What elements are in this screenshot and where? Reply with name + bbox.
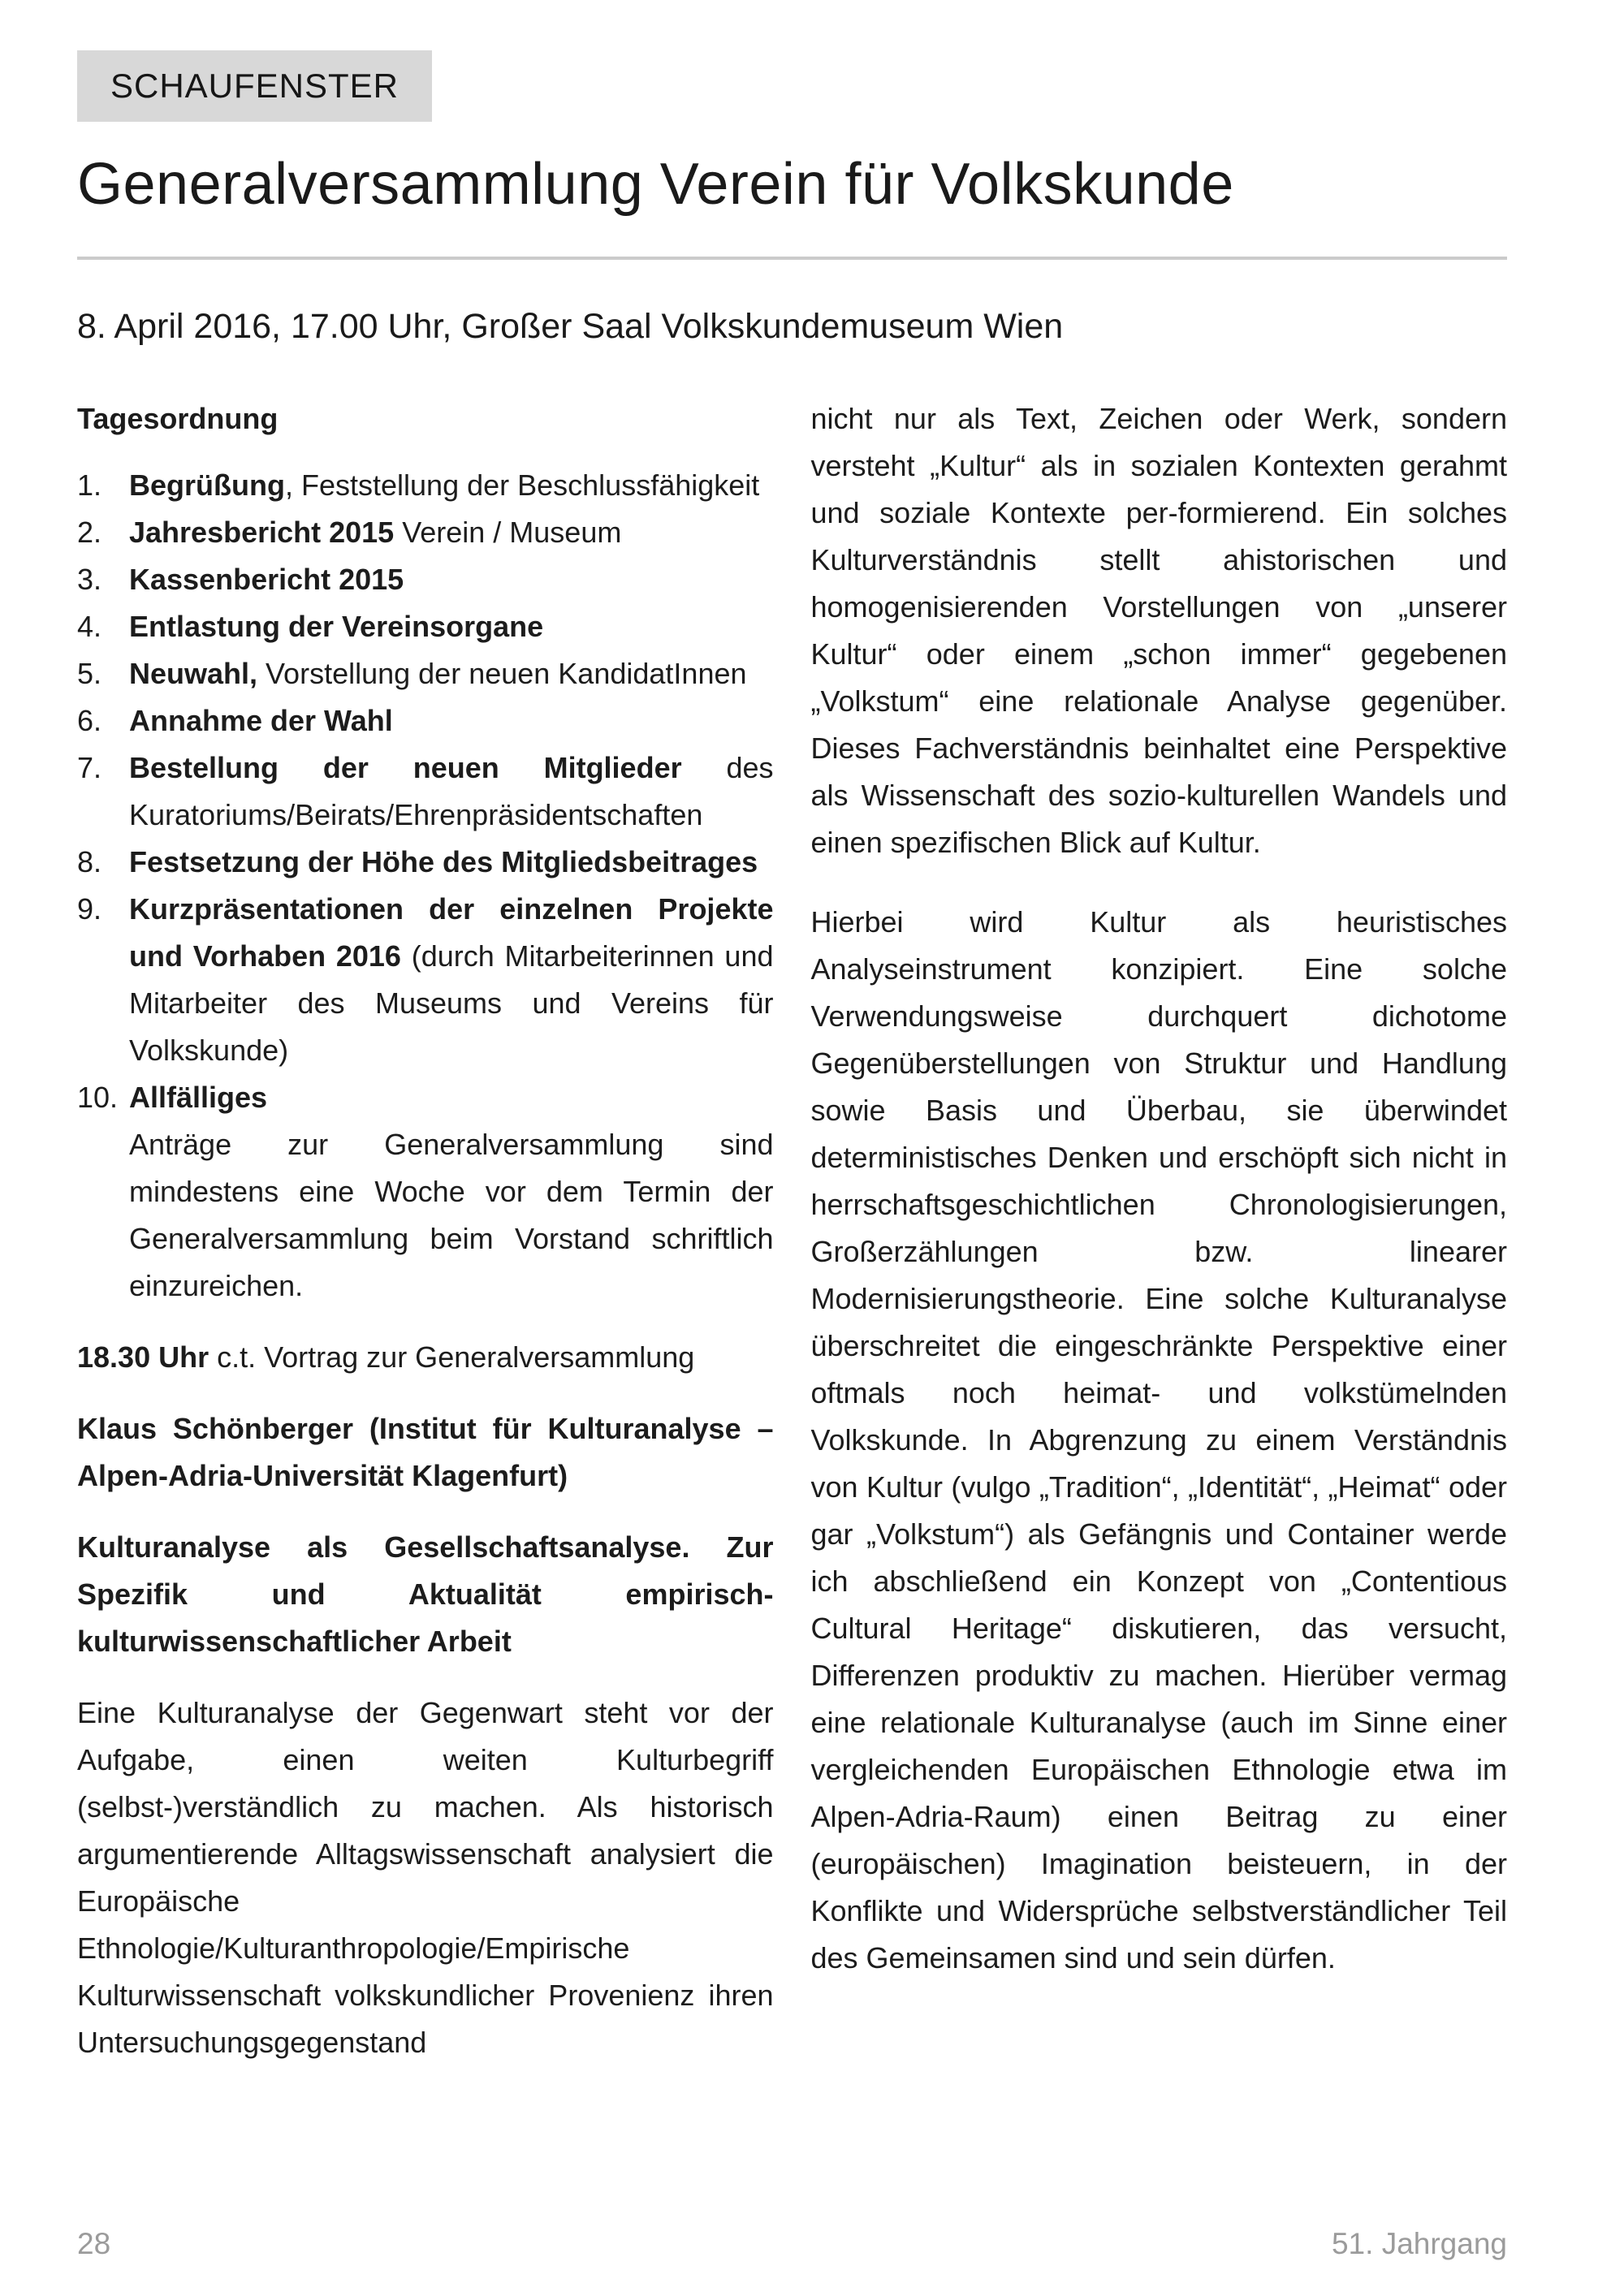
agenda-item-number: 4. — [77, 610, 102, 644]
page-title: Generalversammlung Verein für Volkskunde — [77, 152, 1234, 217]
agenda-item-number: 7. — [77, 751, 102, 785]
agenda-item-number: 9. — [77, 892, 102, 926]
agenda-item — [77, 744, 774, 839]
agenda-item-text — [129, 603, 774, 650]
agenda-item — [77, 839, 774, 886]
agenda-item-rest: Vorstellung der neuen KandidatInnen — [257, 657, 747, 691]
agenda-item-number: 10. — [77, 1081, 119, 1115]
agenda-item-bold: Begrüßung — [129, 468, 285, 503]
agenda-item-bold: Kassenbericht 2015 — [129, 563, 404, 597]
agenda-item — [77, 603, 774, 650]
agenda-item-text — [129, 1074, 774, 1121]
agenda-item-bold: Bestellung der neuen Mitglieder — [129, 751, 682, 785]
agenda-item — [77, 697, 774, 744]
lecture-time-line — [77, 1334, 774, 1381]
agenda-item-bold: Neuwahl, — [129, 657, 258, 691]
agenda-item-bold: Jahresbericht 2015 — [129, 516, 395, 550]
agenda-item-rest: Verein / Museum — [394, 516, 622, 550]
abstract-paragraph-2: Hierbei wird Kultur als heuristisches Analyseinstrument konzipiert. Eine solche Verwendungsweise durchquert dichotome Gegenüberstellungen von Struktur und Handlung sowie Basis und Überbau, sie überwindet deterministisches Denken und erschöpft sich nicht in herrschaftsgeschichtlichen Chronologisierungen, Großerzählungen bzw. linearer Modernisierungstheorie. Eine solche Kulturanalyse überschreitet die eingeschränkte Perspektive einer oftmals noch heimat- und volkstümelnden Volkskunde. In Abgrenzung zu einem Verständnis von Kultur (vulgo „Tradition“, „Identität“, „Heimat“ oder gar „Volkstum“) als Gefängnis und Container werde ich abschließend ein Konzept von „Contentious Cultural Heritage“ diskutieren, das versucht, Differenzen produktiv zu machen. Hierüber vermag eine relationale Kulturanalyse (auch im Sinne einer vergleichenden Europäischen Ethnologie etwa im Alpen-Adria-Raum) einen Beitrag zu einer (europäischen) Imagination beisteuern, in der Konflikte und Widersprüche selbstverständlicher Teil des Gemeinsamen sind und sein dürfen. — [810, 905, 1507, 1975]
abstract-paragraph-1: nicht nur als Text, Zeichen oder Werk, sondern versteht „Kultur“ als in sozialen Kontexten gerahmt und soziale Kontexte per-formierend. Ein solches Kulturverständnis stellt ahistorischen und homogenisierenden Vorstellungen von „unserer Kultur“ oder einem „schon immer“ gegebenen „Volkstum“ eine relationale Analyse gegenüber. Dieses Fachverständnis beinhaltet eine Perspektive als Wissenschaft des sozio-kulturellen Wandels und einen spezifischen Blick auf Kultur. — [810, 402, 1507, 860]
volume-label: 51. Jahrgang — [1331, 2227, 1507, 2260]
two-column-body — [77, 395, 1507, 2066]
lecture-intro: Eine Kulturanalyse der Gegenwart steht vor der Aufgabe, einen weiten Kulturbegriff (selbst-)verständlich zu machen. Als historisch argumentierende Alltagswissenschaft analysiert die Europäische Ethnologie/Kulturanthropologie/Empirische Kulturwissenschaft volkskundlicher Provenienz ihren Untersuchungsgegenstand — [77, 1696, 774, 2060]
agenda-list — [77, 462, 774, 1121]
title-divider — [77, 257, 1507, 260]
agenda-item — [77, 1074, 774, 1121]
agenda-item-text — [129, 886, 774, 1074]
page-number: 28 — [77, 2227, 111, 2260]
agenda-heading: Tagesordnung — [77, 402, 279, 436]
agenda-item — [77, 886, 774, 1074]
agenda-item-number: 8. — [77, 845, 102, 879]
lecture-speaker: Klaus Schönberger (Institut für Kulturanalyse – Alpen-Adria-Universität Klagenfurt) — [77, 1412, 774, 1493]
agenda-item-number: 2. — [77, 516, 102, 550]
agenda-item-number: 3. — [77, 563, 102, 597]
agenda-item-text — [129, 556, 774, 603]
agenda-item-text — [129, 509, 774, 556]
page-footer — [77, 2226, 1507, 2262]
agenda-item-rest: (durch Mitarbeiterinnen und Mitarbeiter des Museums und Vereins für Volkskunde) — [129, 939, 774, 1068]
agenda-note: Anträge zur Generalversammlung sind mindestens eine Woche vor dem Termin der Generalversammlung beim Vorstand schriftlich einzureichen. — [129, 1128, 774, 1303]
section-badge: SCHAUFENSTER — [77, 50, 432, 122]
agenda-item-text — [129, 697, 774, 744]
agenda-item-number: 1. — [77, 468, 102, 503]
agenda-item-number: 6. — [77, 704, 102, 738]
agenda-item-bold: Entlastung der Vereinsorgane — [129, 610, 544, 644]
agenda-item-text — [129, 462, 774, 509]
agenda-item-rest: des Kuratoriums/Beirats/Ehrenpräsidentschaften — [129, 751, 774, 832]
agenda-item-rest: , Feststellung der Beschlussfähigkeit — [284, 468, 760, 503]
agenda-item-text — [129, 744, 774, 839]
agenda-item-text — [129, 650, 774, 697]
agenda-item — [77, 509, 774, 556]
agenda-item — [77, 462, 774, 509]
lecture-time-rest: c.t. Vortrag zur Generalversammlung — [209, 1340, 695, 1375]
left-column — [77, 395, 774, 2066]
agenda-item-bold: Festsetzung der Höhe des Mitgliedsbeitrages — [129, 845, 758, 879]
agenda-item-bold: Annahme der Wahl — [129, 704, 393, 738]
agenda-item-text — [129, 839, 774, 886]
agenda-item-bold: Kurzpräsentationen der einzelnen Projekte und Vorhaben 2016 — [129, 892, 774, 973]
agenda-item — [77, 556, 774, 603]
event-date-location: 8. April 2016, 17.00 Uhr, Großer Saal Volkskundemuseum Wien — [77, 307, 1064, 347]
agenda-item-number: 5. — [77, 657, 102, 691]
agenda-item-bold: Allfälliges — [129, 1081, 268, 1115]
agenda-item — [77, 650, 774, 697]
right-column — [811, 395, 1508, 2066]
lecture-title: Kulturanalyse als Gesellschaftsanalyse. Zur Spezifik und Aktualität empirisch-kulturwissenschaftlicher Arbeit — [77, 1530, 774, 1659]
lecture-time: 18.30 Uhr — [77, 1340, 209, 1375]
